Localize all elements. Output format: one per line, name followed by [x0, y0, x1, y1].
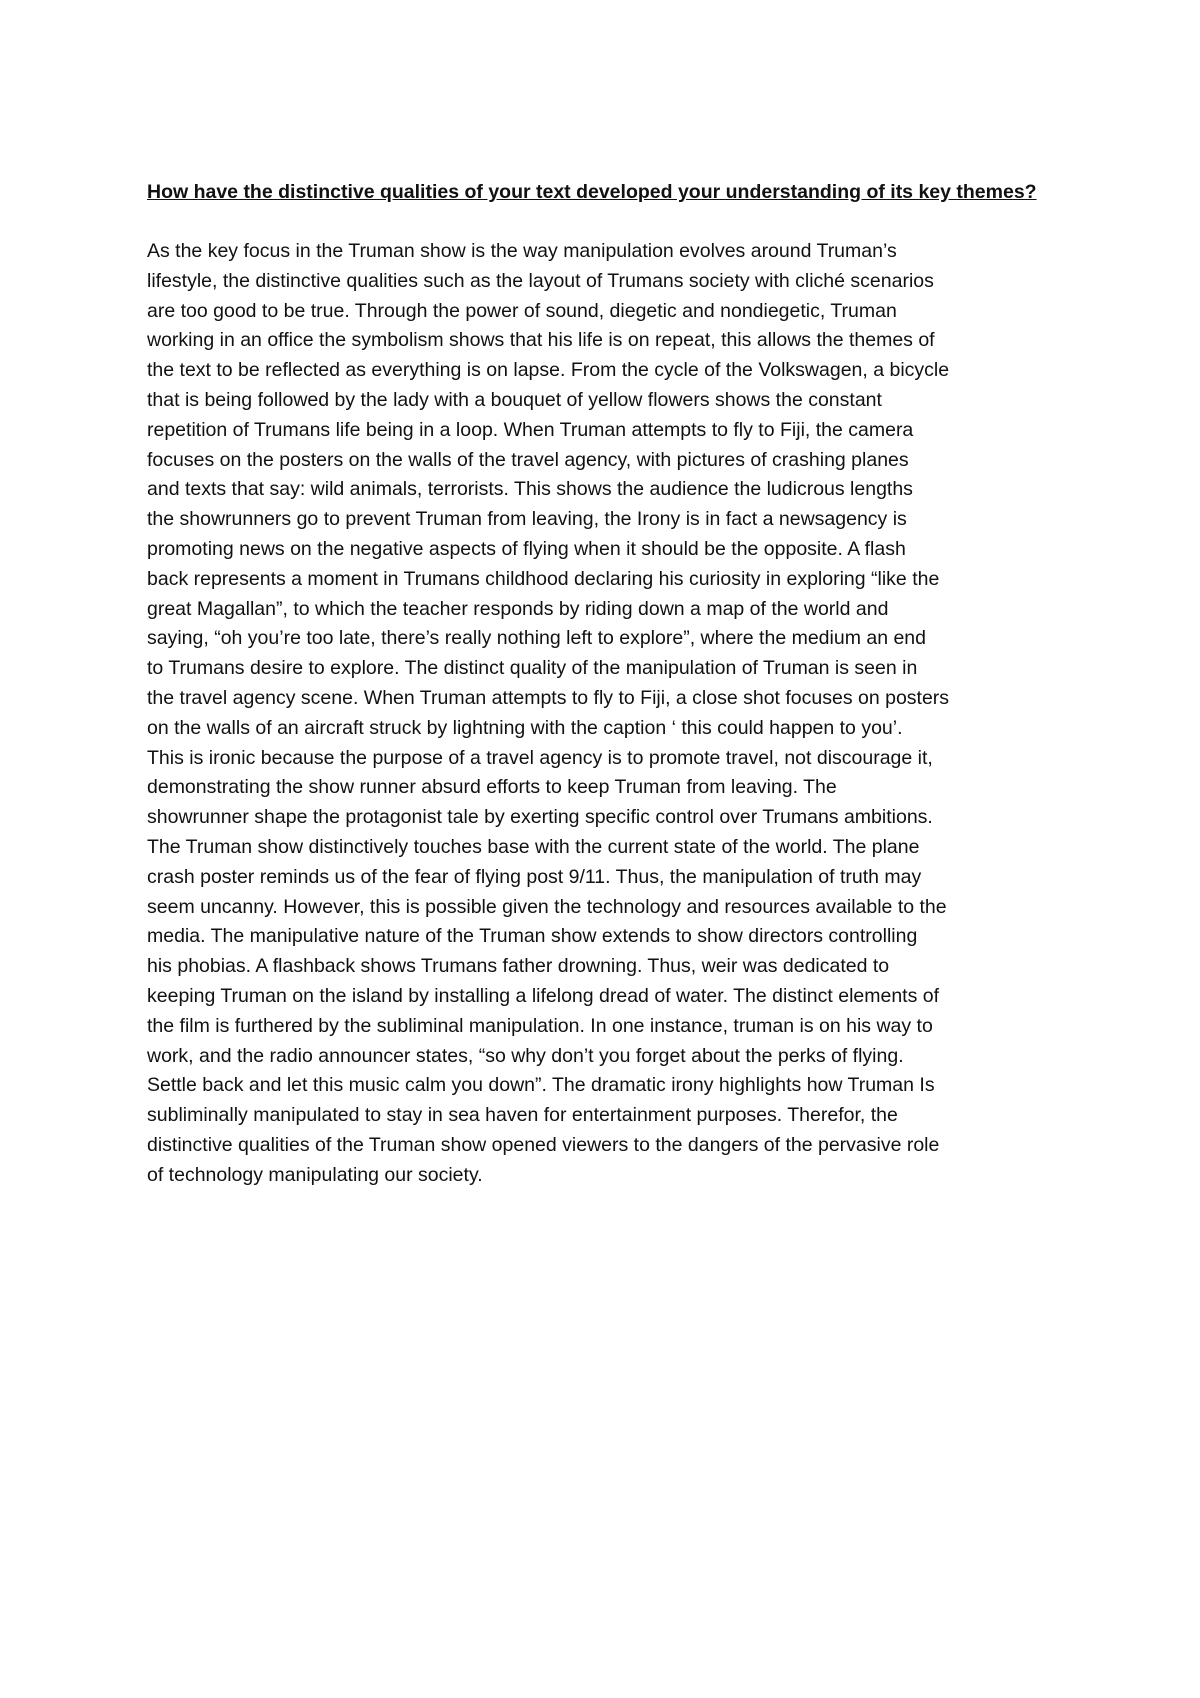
essay-line: of technology manipulating our society.: [147, 1163, 483, 1186]
essay-line: This is ironic because the purpose of a travel agency is to promote travel, not discourage it,: [147, 746, 933, 769]
essay-line: seem uncanny. However, this is possible given the technology and resources available to the: [147, 895, 947, 918]
essay-line: promoting news on the negative aspects of flying when it should be the opposite. A flash: [147, 537, 906, 560]
essay-line: Settle back and let this music calm you down”. The dramatic irony highlights how Truman Is: [147, 1074, 935, 1097]
essay-line: his phobias. A flashback shows Trumans father drowning. Thus, weir was dedicated to: [147, 955, 890, 978]
essay-line: the travel agency scene. When Truman attempts to fly to Fiji, a close shot focuses on posters: [147, 686, 950, 709]
essay-line: keeping Truman on the island by installing a lifelong dread of water. The distinct elements of: [147, 984, 940, 1007]
essay-question: How have the distinctive qualities of your text developed your understanding of its key themes?: [147, 181, 1037, 203]
essay-line: the text to be reflected as everything is on lapse. From the cycle of the Volkswagen, a bicycle: [147, 359, 950, 382]
essay-line: the film is furthered by the subliminal manipulation. In one instance, truman is on his way to: [147, 1014, 933, 1037]
essay-line: distinctive qualities of the Truman show opened viewers to the dangers of the pervasive role: [147, 1133, 940, 1156]
essay-line: lifestyle, the distinctive qualities such as the layout of Trumans society with cliché scenarios: [147, 269, 934, 292]
essay-line: the showrunners go to prevent Truman from leaving, the Irony is in fact a newsagency is: [147, 508, 907, 531]
essay-line: As the key focus in the Truman show is the way manipulation evolves around Truman’s: [147, 240, 897, 262]
essay-line: on the walls of an aircraft struck by lightning with the caption ‘ this could happen to you’.: [147, 716, 903, 739]
essay-line: The Truman show distinctively touches base with the current state of the world. The plane: [147, 835, 920, 858]
essay-line: showrunner shape the protagonist tale by exerting specific control over Trumans ambitions.: [147, 806, 933, 829]
essay-line: demonstrating the show runner absurd efforts to keep Truman from leaving. The: [147, 776, 837, 799]
essay-line: work, and the radio announcer states, “so why don’t you forget about the perks of flying.: [147, 1044, 904, 1067]
essay-line: repetition of Trumans life being in a loop. When Truman attempts to fly to Fiji, the camera: [147, 418, 914, 441]
essay-line: that is being followed by the lady with a bouquet of yellow flowers shows the constant: [147, 388, 882, 411]
essay-line: saying, “oh you’re too late, there’s really nothing left to explore”, where the medium an end: [147, 627, 927, 650]
essay-line: back represents a moment in Trumans childhood declaring his curiosity in exploring “like the: [147, 567, 940, 590]
essay-line: great Magallan”, to which the teacher responds by riding down a map of the world and: [147, 597, 889, 620]
essay-line: crash poster reminds us of the fear of flying post 9/11. Thus, the manipulation of truth may: [147, 865, 922, 888]
essay-line: media. The manipulative nature of the Truman show extends to show directors controlling: [147, 925, 918, 948]
essay-line: to Trumans desire to explore. The distinct quality of the manipulation of Truman is seen in: [147, 657, 918, 680]
essay-line: working in an office the symbolism shows that his life is on repeat, this allows the themes of: [147, 329, 935, 352]
essay-line: are too good to be true. Through the power of sound, diegetic and nondiegetic, Truman: [147, 299, 897, 322]
essay-line: and texts that say: wild animals, terrorists. This shows the audience the ludicrous lengths: [147, 478, 913, 501]
essay-body: [147, 237, 1067, 1191]
document-content: [147, 177, 1067, 1191]
essay-line: focuses on the posters on the walls of the travel agency, with pictures of crashing planes: [147, 448, 909, 471]
essay-line: subliminally manipulated to stay in sea haven for entertainment purposes. Therefor, the: [147, 1104, 898, 1127]
